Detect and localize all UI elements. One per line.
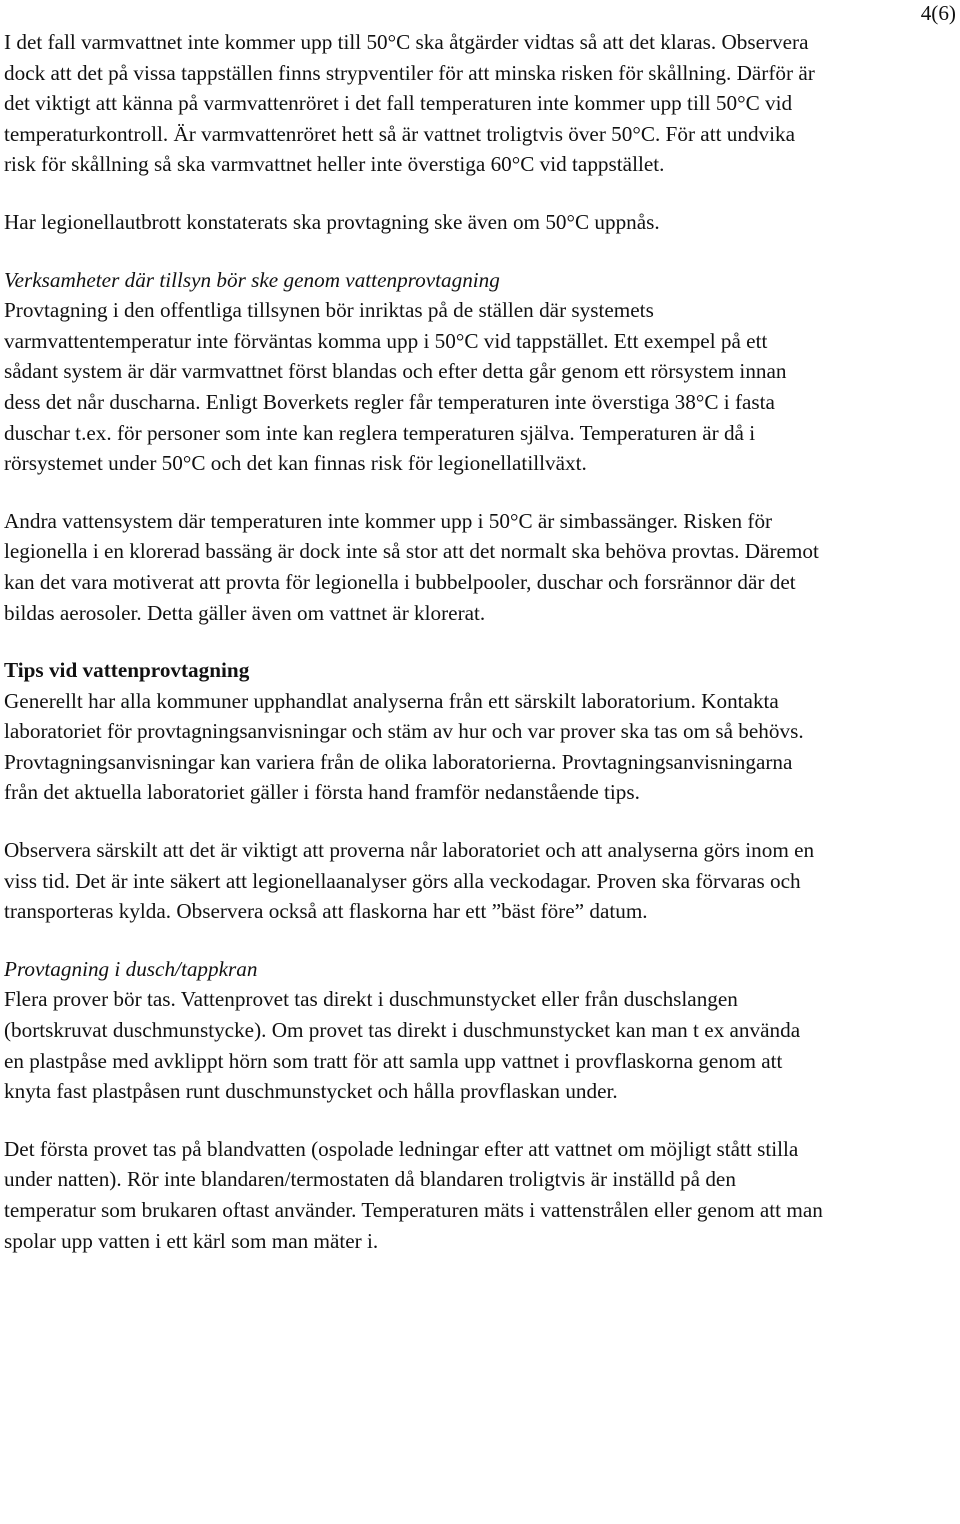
heading-sampling-tips: Tips vid vattenprovtagning [4, 658, 250, 683]
paragraph-legionella-outbreak: Har legionellautbrott konstaterats ska provtagning ske även om 50°C uppnås. [4, 209, 660, 234]
heading-shower-tap-sampling: Provtagning i dusch/tappkran [4, 956, 258, 981]
paragraph-first-sample: Det första provet tas på blandvatten (ospolade ledningar efter att vattnet om möjligt stått stilla under natten). Rör inte blandaren/termostaten då blandaren troligtvis är inställd på den temperatur som brukaren oftast använder. Temperaturen mäts i vattenstrålen eller genom att man spolar upp vatten i ett kärl som man mäter i. [4, 1136, 823, 1253]
paragraph-sampling-focus: Provtagning i den offentliga tillsynen bör inriktas på de ställen där systemets varmvattentemperatur inte förväntas komma upp i 50°C vid tappstället. Ett exempel på ett sådant system är där varmvattnet först blandas och efter detta går genom ett rörsystem innan dess det når duscharna. Enligt Boverkets regler får temperaturen inte överstiga 38°C i fasta duschar t.ex. för personer som inte kan reglera temperaturen själva. Temperaturen är då i rörsystemet under 50°C och det kan finnas risk för legionellatillväxt. [4, 298, 787, 476]
paragraph-hot-water-temperature: I det fall varmvattnet inte kommer upp till 50°C ska åtgärder vidtas så att det klaras. Observera dock att det på vissa tappställen finns strypventiler för att minska risken för skållning. Därför är det viktigt att känna på varmvattenröret i det fall temperaturen inte kommer upp till 50°C vid temperaturkontroll. Är varmvattenröret hett så är vattnet troligtvis över 50°C. För att undvika risk för skållning så ska varmvattnet heller inte överstiga 60°C vid tappstället. [4, 30, 815, 177]
paragraph-laboratory-contact: Generellt har alla kommuner upphandlat analyserna från ett särskilt laboratorium. Kontakta laboratoriet för provtagningsanvisningar och stäm av hur och var prover ska tas om så behövs. Provtagningsanvisningar kan variera från de olika laboratorierna. Provtagningsanvisningarna från det aktuella laboratoriet gäller i första hand framför nedanstående tips. [4, 688, 804, 805]
heading-supervision-sampling: Verksamheter där tillsyn bör ske genom vattenprovtagning [4, 267, 500, 292]
paragraph-multiple-samples: Flera prover bör tas. Vattenprovet tas direkt i duschmunstycket eller från duschslangen (bortskruvat duschmunstycke). Om provet tas direkt i duschmunstycket kan man t ex använda en plastpåse med avklippt hörn som tratt för att samla upp vattnet i provflaskorna genom att knyta fast plastpåsen runt duschmunstycket och hålla provflaskan under. [4, 987, 801, 1104]
paragraph-sample-transport: Observera särskilt att det är viktigt att proverna når laboratoriet och att analyserna görs inom en viss tid. Det är inte säkert att legionellaanalyser görs alla veckodagar. Proven ska förvaras och transporteras kylda. Observera också att flaskorna har ett ”bäst före” datum. [4, 838, 815, 924]
page-number: 4(6) [920, 1, 956, 25]
paragraph-other-water-systems: Andra vattensystem där temperaturen inte kommer upp i 50°C är simbassänger. Risken för legionella i en klorerad bassäng är dock inte så stor att det normalt ska behöva provtas. Däremot kan det vara motiverat att provta för legionella i bubbelpooler, duschar och forsrännor där det bildas aerosoler. Detta gäller även om vattnet är klorerat. [4, 508, 819, 625]
document-body [4, 27, 824, 1256]
